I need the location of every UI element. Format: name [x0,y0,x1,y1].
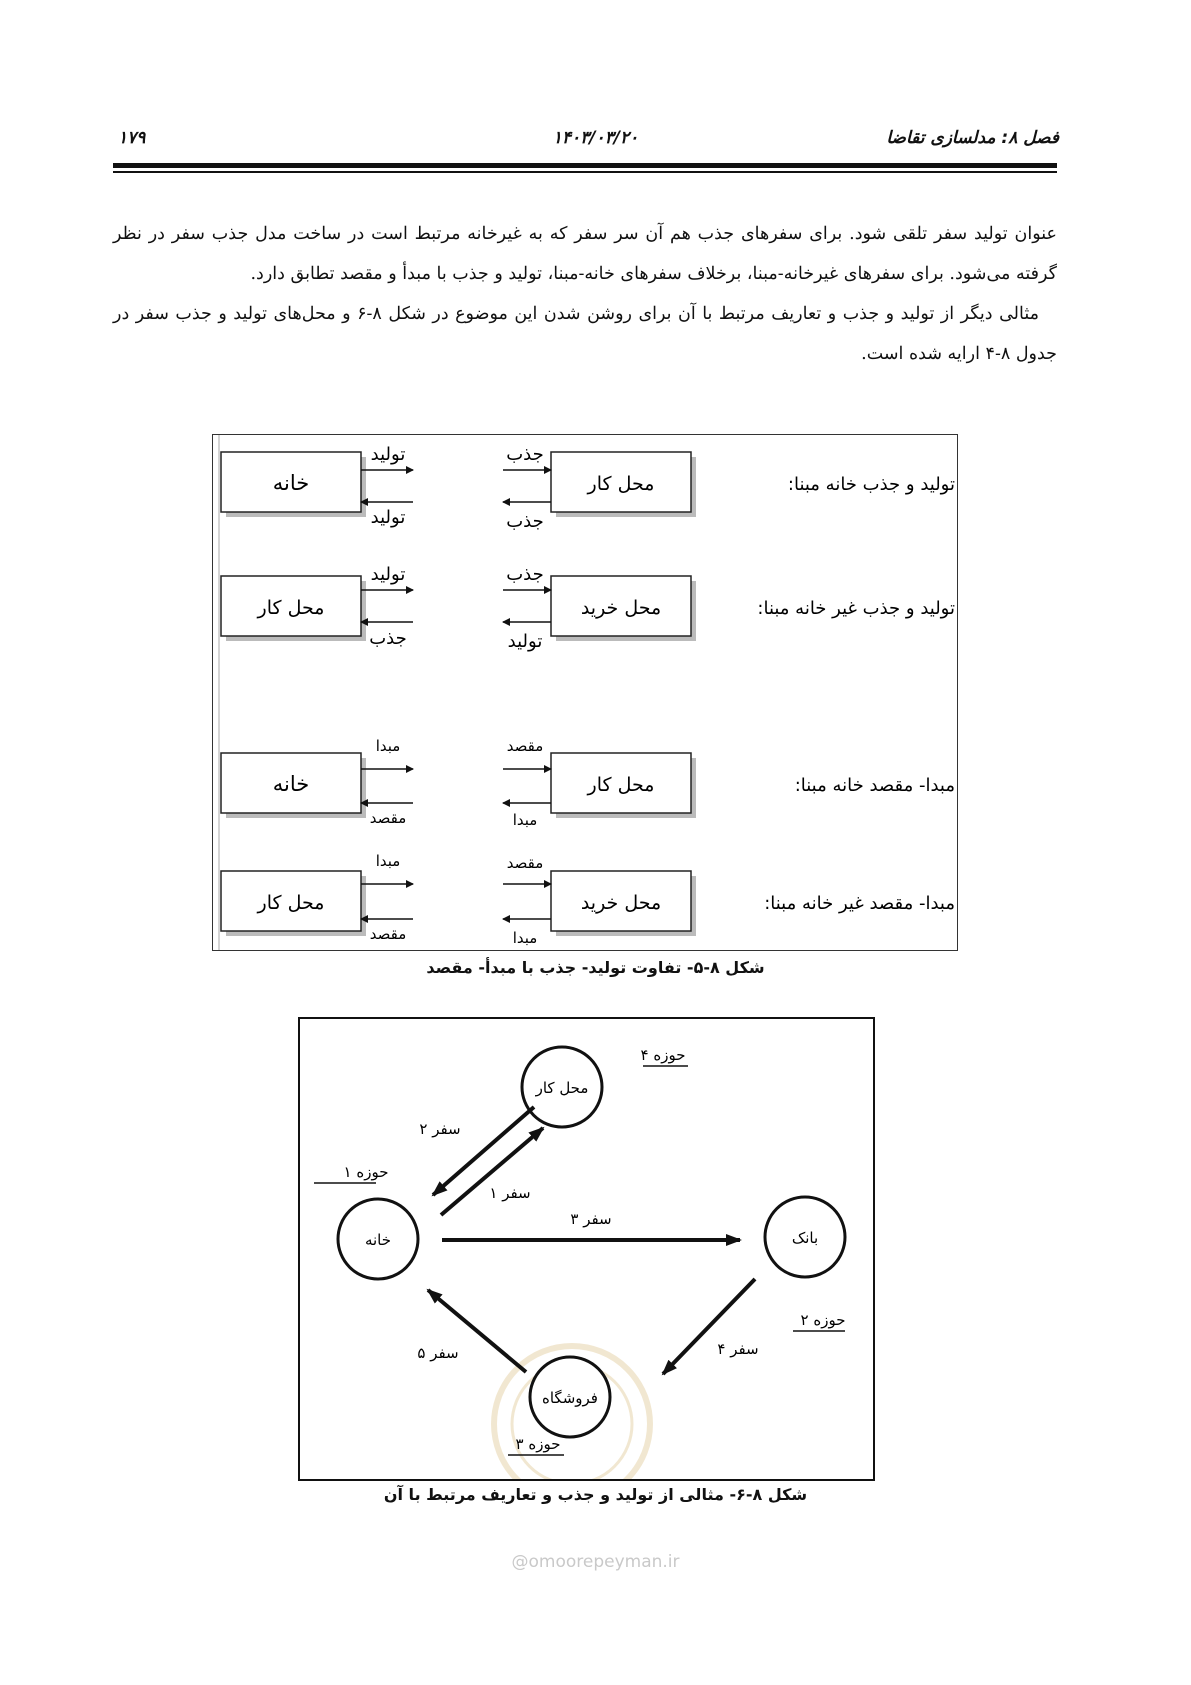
trip-arrow-4 [663,1279,755,1374]
box-left-label: محل کار [257,892,325,914]
arrow-label: جذب [369,628,407,649]
arrow-label: مقصد [369,809,407,827]
node-label: بانک [791,1229,819,1247]
arrow-label: جذب [506,444,544,465]
trip-label: سفر ۵ [417,1344,459,1362]
paragraph: عنوان تولید سفر تلقی شود. برای سفرهای جذب هم آن سر سفر که به غیرخانه مرتبط است در ساخت مدل جذب سفر در نظر گرفته می‌شود. برای سفرهای غیرخانه-مبنا، برخلاف سفرهای خانه-مبنا، تولید و جذب با مبدأ و مقصد تطابق دارد. [113,224,1057,284]
node-label: فروشگاه [542,1389,598,1407]
arrow-label: مبدا [375,737,401,755]
box-right-label: محل خرید [580,597,662,619]
arrow-label: جذب [506,511,544,532]
paragraph: مثالی دیگر از تولید و جذب و تعاریف مرتبط با آن برای روشن شدن این موضوع در شکل ۸-۶ و محل‌های تولید و جذب سفر در جدول ۸-۴ ارایه شده است. [113,304,1057,364]
node-label: محل کار [535,1079,589,1097]
row-label: مبدا- مقصد غیر خانه مبنا: [764,893,955,914]
box-left-label: خانه [272,471,310,495]
arrow-label: مبدا [375,852,401,870]
box-right-label: محل کار [587,473,655,495]
zone-label: حوزه ۱ [343,1163,389,1181]
fig1-row-2 [221,564,955,652]
figure-production-attraction [212,434,958,951]
arrow-label: مقصد [506,737,544,755]
figure2-diagram [300,1019,873,1479]
arrow-label: تولید [370,444,406,465]
zone-label: حوزه ۲ [800,1311,846,1329]
box-right-label: محل کار [587,774,655,796]
trip-label: سفر ۳ [570,1210,612,1228]
zone-label: حوزه ۴ [640,1046,686,1064]
arrow-label: تولید [370,507,406,528]
box-left-label: خانه [272,772,310,796]
body-text [113,214,1057,374]
arrow-label: مقصد [506,854,544,872]
node-label: خانه [364,1231,392,1249]
row-label: تولید و جذب خانه مبنا: [787,474,955,495]
arrow-label: مبدا [512,811,538,829]
figure2-caption: شکل ۸-۶- مثالی از تولید و جذب و تعاریف مرتبط با آن [383,1485,808,1504]
arrow-label: تولید [370,564,406,585]
chapter-title: فصل ۸: مدلسازی تقاضا [886,128,1059,148]
figure1-caption: شکل ۸-۵- تفاوت تولید- جذب با مبدأ- مقصد [426,958,765,977]
arrow-label: مقصد [369,925,407,943]
row-label: مبدا- مقصد خانه مبنا: [794,775,955,796]
arrow-label: جذب [506,564,544,585]
header-rule-thin [113,171,1057,173]
fig1-row-1 [221,444,955,532]
box-right-label: محل خرید [580,892,662,914]
page-date: ۱۴۰۳/۰۳/۲۰ [552,128,639,148]
page-number: ۱۷۹ [118,128,146,148]
row-label: تولید و جذب غیر خانه مبنا: [757,598,955,619]
trip-label: سفر ۲ [419,1120,461,1138]
trip-label: سفر ۱ [489,1184,531,1202]
header-rule [113,163,1057,168]
figure-trip-example [298,1017,875,1481]
arrow-label: مبدا [512,929,538,947]
figure1-diagram [213,435,957,950]
fig1-row-4 [221,852,955,947]
box-left-label: محل کار [257,597,325,619]
trip-label: سفر ۴ [717,1340,759,1358]
fig1-row-3 [221,737,955,829]
arrow-label: تولید [507,631,543,652]
zone-label: حوزه ۳ [515,1435,561,1453]
watermark-text: @omoorepeyman.ir [511,1552,680,1572]
